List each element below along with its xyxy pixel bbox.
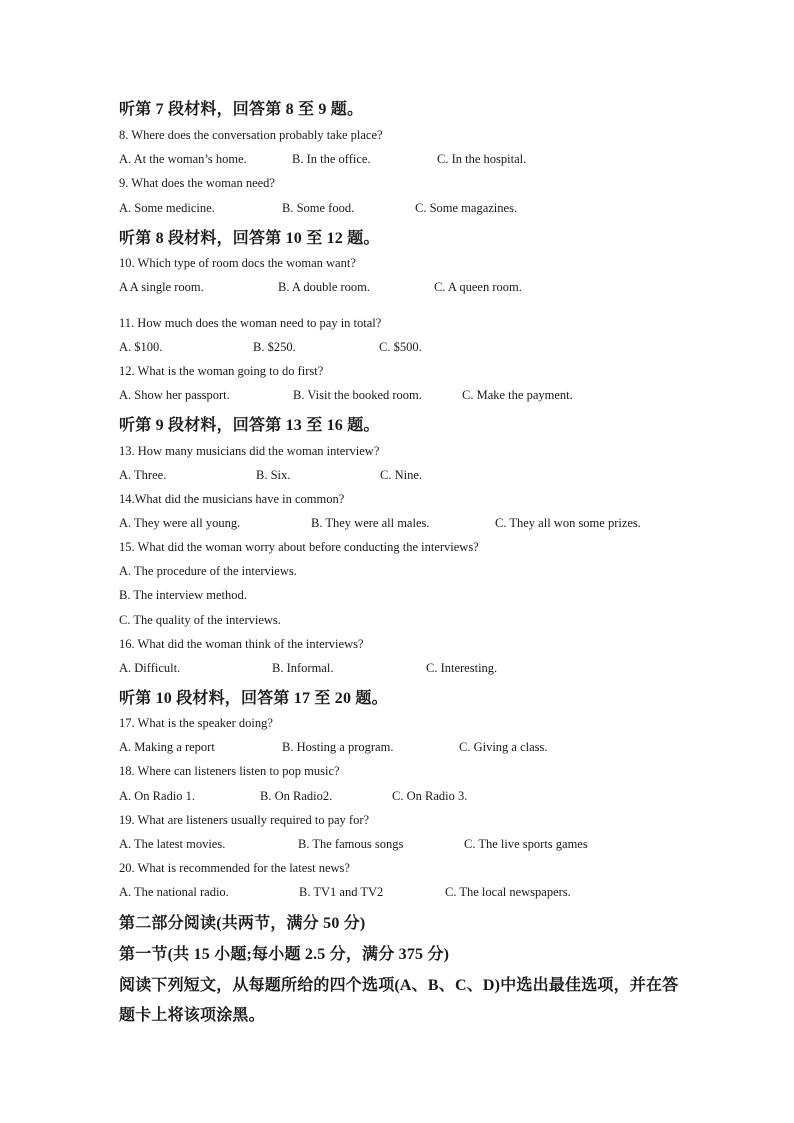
option-c: C. They all won some prizes.	[495, 516, 641, 530]
option-c: C. Some magazines.	[415, 201, 518, 215]
option-b: B. TV1 and TV2	[299, 885, 384, 899]
option-c: C. Giving a class.	[459, 740, 548, 754]
option-a: A. Some medicine.	[119, 201, 215, 215]
option-b: B. Informal.	[272, 661, 334, 675]
option-a: A. The latest movies.	[119, 837, 226, 851]
option-b: B. Visit the booked room.	[293, 388, 422, 402]
option-a: A. Three.	[119, 468, 167, 482]
option-b: B. The famous songs	[298, 837, 404, 851]
question-text: 14.What did the musicians have in common?	[119, 492, 345, 506]
section-heading: 听第 8 段材料，回答第 10 至 12 题。	[119, 230, 380, 247]
section-heading: 听第 10 段材料，回答第 17 至 20 题。	[119, 690, 388, 707]
section-heading: 听第 7 段材料，回答第 8 至 9 题。	[119, 101, 364, 118]
question-text: 17. What is the speaker doing?	[119, 716, 273, 730]
option-c: C. A queen room.	[434, 280, 522, 294]
question-text: 20. What is recommended for the latest news?	[119, 861, 350, 875]
section-heading: 听第 9 段材料，回答第 13 至 16 题。	[119, 417, 380, 434]
option-b: B. Hosting a program.	[282, 740, 394, 754]
question-text: 11. How much does the woman need to pay in total?	[119, 316, 382, 330]
question-text: 19. What are listeners usually required to pay for?	[119, 813, 370, 827]
option-a: A. They were all young.	[119, 516, 241, 530]
option-c: C. In the hospital.	[437, 152, 527, 166]
option-b: B. Some food.	[282, 201, 355, 215]
option-a: A. Show her passport.	[119, 388, 230, 402]
option-a: A. The national radio.	[119, 885, 229, 899]
option-b: B. Six.	[256, 468, 291, 482]
option-b: B. $250.	[253, 340, 296, 354]
option-c: C. Nine.	[380, 468, 423, 482]
option-b: B. In the office.	[292, 152, 371, 166]
option-a: A. Difficult.	[119, 661, 181, 675]
option-a: A. The procedure of the interviews.	[119, 564, 297, 578]
option-a: A. Making a report	[119, 740, 215, 754]
question-text: 15. What did the woman worry about before conducting the interviews?	[119, 540, 479, 554]
option-b: B. A double room.	[278, 280, 371, 294]
option-a: A A single room.	[119, 280, 204, 294]
option-c: C. The local newspapers.	[445, 885, 571, 899]
option-b: B. On Radio2.	[260, 789, 333, 803]
option-c: C. On Radio 3.	[392, 789, 468, 803]
option-c: C. The live sports games	[464, 837, 588, 851]
option-c: C. $500.	[379, 340, 422, 354]
instruction-line: 题卡上将该项涂黑。	[119, 1007, 265, 1024]
part-two-title: 第二部分阅读(共两节，满分 50 分)	[119, 915, 366, 932]
option-c: C. Make the payment.	[462, 388, 573, 402]
option-b: B. The interview method.	[119, 588, 247, 602]
option-b: B. They were all males.	[311, 516, 430, 530]
question-text: 8. Where does the conversation probably take place?	[119, 128, 383, 142]
question-text: 13. How many musicians did the woman interview?	[119, 444, 380, 458]
option-c: C. Interesting.	[426, 661, 498, 675]
question-text: 12. What is the woman going to do first?	[119, 364, 324, 378]
option-a: A. $100.	[119, 340, 163, 354]
question-text: 16. What did the woman think of the interviews?	[119, 637, 364, 651]
question-text: 9. What does the woman need?	[119, 176, 275, 190]
option-a: A. On Radio 1.	[119, 789, 196, 803]
question-text: 10. Which type of room docs the woman want?	[119, 256, 356, 270]
option-c: C. The quality of the interviews.	[119, 613, 281, 627]
option-a: A. At the woman’s home.	[119, 152, 247, 166]
question-text: 18. Where can listeners listen to pop music?	[119, 764, 340, 778]
instruction-line: 阅读下列短文，从每题所给的四个选项(A、B、C、D)中选出最佳选项，并在答	[119, 977, 679, 994]
section-one-title: 第一节(共 15 小题;每小题 2.5 分，满分 375 分)	[119, 946, 450, 963]
